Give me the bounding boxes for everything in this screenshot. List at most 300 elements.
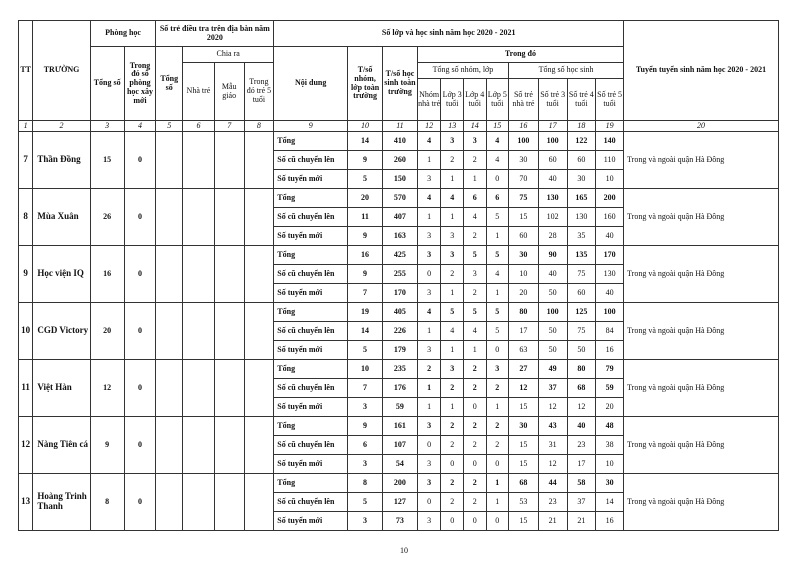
school-name: Hoàng Trinh Thanh — [33, 474, 90, 531]
data-cell: 2 — [441, 379, 464, 398]
survey-cell — [156, 132, 183, 189]
data-cell: 31 — [538, 436, 567, 455]
data-cell: 1 — [441, 398, 464, 417]
header-lop4: Lớp 4 tuổi — [463, 79, 486, 121]
school-index: 12 — [19, 417, 33, 474]
enrollment-area: Trong và ngoài quận Hà Đông — [624, 417, 779, 474]
data-cell: 0 — [417, 265, 441, 284]
data-cell: 11 — [348, 208, 383, 227]
data-cell: 0 — [463, 398, 486, 417]
survey-cell — [244, 303, 274, 360]
data-cell: 5 — [441, 303, 464, 322]
data-cell: 5 — [486, 303, 509, 322]
enrollment-area: Trong và ngoài quận Hà Đông — [624, 474, 779, 531]
data-cell: 14 — [348, 322, 383, 341]
row-label: Số tuyển mới — [274, 455, 348, 474]
data-cell: 0 — [486, 512, 509, 531]
header-content: Nội dung — [274, 47, 348, 121]
column-number: 5 — [156, 121, 183, 132]
school-name: Học viện IQ — [33, 246, 90, 303]
survey-cell — [183, 189, 215, 246]
data-cell: 130 — [567, 208, 596, 227]
column-number: 4 — [124, 121, 156, 132]
data-cell: 15 — [509, 455, 539, 474]
data-cell: 9 — [348, 227, 383, 246]
data-cell: 5 — [348, 170, 383, 189]
data-cell: 37 — [567, 493, 596, 512]
data-cell: 16 — [596, 341, 624, 360]
school-index: 10 — [19, 303, 33, 360]
data-cell: 425 — [382, 246, 417, 265]
data-cell: 50 — [538, 284, 567, 303]
data-cell: 5 — [348, 341, 383, 360]
data-cell: 2 — [417, 360, 441, 379]
data-cell: 127 — [382, 493, 417, 512]
rooms-total: 9 — [90, 417, 124, 474]
data-cell: 5 — [486, 322, 509, 341]
data-cell: 38 — [596, 436, 624, 455]
data-cell: 3 — [463, 132, 486, 151]
data-cell: 3 — [417, 284, 441, 303]
data-cell: 15 — [509, 512, 539, 531]
data-cell: 60 — [538, 151, 567, 170]
header-lop5: Lớp 5 tuổi — [486, 79, 509, 121]
data-cell: 100 — [538, 303, 567, 322]
data-cell: 44 — [538, 474, 567, 493]
data-cell: 30 — [509, 151, 539, 170]
column-number: 11 — [382, 121, 417, 132]
rooms-total: 26 — [90, 189, 124, 246]
survey-cell — [214, 189, 244, 246]
table-row — [19, 246, 779, 265]
row-label: Tổng — [274, 360, 348, 379]
survey-cell — [214, 360, 244, 417]
statistics-sheet — [18, 20, 779, 531]
enrollment-area: Trong và ngoài quận Hà Đông — [624, 246, 779, 303]
data-cell: 10 — [509, 265, 539, 284]
school-index: 9 — [19, 246, 33, 303]
header-rooms-new: Trong đó số phòng học xây mới — [124, 47, 156, 121]
data-cell: 0 — [417, 436, 441, 455]
data-cell: 3 — [348, 455, 383, 474]
data-cell: 50 — [538, 322, 567, 341]
data-cell: 3 — [441, 360, 464, 379]
school-name: Thần Đồng — [33, 132, 90, 189]
data-cell: 165 — [567, 189, 596, 208]
data-cell: 7 — [348, 379, 383, 398]
data-cell: 6 — [348, 436, 383, 455]
data-cell: 79 — [596, 360, 624, 379]
data-cell: 40 — [538, 170, 567, 189]
data-cell: 179 — [382, 341, 417, 360]
column-number: 1 — [19, 121, 33, 132]
survey-cell — [244, 417, 274, 474]
data-cell: 27 — [509, 360, 539, 379]
data-cell: 3 — [486, 360, 509, 379]
data-cell: 30 — [596, 474, 624, 493]
rooms-new: 0 — [124, 303, 156, 360]
header-survey-5tuoi: Trong đó trẻ 5 tuổi — [244, 63, 274, 121]
data-cell: 226 — [382, 322, 417, 341]
data-cell: 48 — [596, 417, 624, 436]
data-cell: 4 — [486, 151, 509, 170]
row-label: Tổng — [274, 246, 348, 265]
data-cell: 5 — [486, 208, 509, 227]
data-cell: 3 — [441, 246, 464, 265]
rooms-new: 0 — [124, 132, 156, 189]
data-cell: 6 — [486, 189, 509, 208]
data-cell: 12 — [538, 398, 567, 417]
data-cell: 53 — [509, 493, 539, 512]
row-label: Số tuyển mới — [274, 398, 348, 417]
data-cell: 8 — [348, 474, 383, 493]
data-cell: 1 — [417, 398, 441, 417]
data-cell: 3 — [441, 132, 464, 151]
data-cell: 3 — [417, 417, 441, 436]
data-cell: 2 — [463, 284, 486, 303]
data-cell: 1 — [417, 151, 441, 170]
column-number: 19 — [596, 121, 624, 132]
data-cell: 2 — [486, 417, 509, 436]
data-cell: 17 — [567, 455, 596, 474]
data-cell: 570 — [382, 189, 417, 208]
data-cell: 150 — [382, 170, 417, 189]
header-rooms: Phòng học — [90, 21, 156, 47]
row-label: Số cũ chuyển lên — [274, 379, 348, 398]
survey-cell — [156, 189, 183, 246]
school-index: 8 — [19, 189, 33, 246]
column-number: 15 — [486, 121, 509, 132]
data-cell: 9 — [348, 417, 383, 436]
data-cell: 2 — [486, 379, 509, 398]
enrollment-area: Trong và ngoài quận Hà Đông — [624, 360, 779, 417]
column-number: 2 — [33, 121, 90, 132]
rooms-total: 12 — [90, 360, 124, 417]
survey-cell — [156, 417, 183, 474]
data-cell: 3 — [417, 170, 441, 189]
survey-cell — [244, 189, 274, 246]
data-cell: 15 — [509, 398, 539, 417]
data-cell: 80 — [567, 360, 596, 379]
data-cell: 410 — [382, 132, 417, 151]
column-number: 3 — [90, 121, 124, 132]
data-cell: 260 — [382, 151, 417, 170]
data-cell: 73 — [382, 512, 417, 531]
header-nhom-nhatre: Nhóm nhà trẻ — [417, 79, 441, 121]
column-number: 9 — [274, 121, 348, 132]
data-cell: 100 — [509, 132, 539, 151]
data-cell: 20 — [348, 189, 383, 208]
rooms-total: 20 — [90, 303, 124, 360]
data-cell: 1 — [486, 398, 509, 417]
survey-cell — [214, 417, 244, 474]
data-cell: 130 — [596, 265, 624, 284]
data-cell: 0 — [463, 455, 486, 474]
row-label: Số cũ chuyển lên — [274, 436, 348, 455]
survey-cell — [183, 360, 215, 417]
column-number: 6 — [183, 121, 215, 132]
data-cell: 1 — [441, 341, 464, 360]
header-tre5: Số trẻ 5 tuổi — [596, 79, 624, 121]
survey-cell — [244, 246, 274, 303]
data-cell: 1 — [441, 170, 464, 189]
data-cell: 20 — [596, 398, 624, 417]
data-cell: 170 — [382, 284, 417, 303]
survey-cell — [214, 246, 244, 303]
column-number: 10 — [348, 121, 383, 132]
data-cell: 1 — [417, 208, 441, 227]
data-cell: 12 — [538, 455, 567, 474]
header-total-students: T/số học sinh toàn trường — [382, 47, 417, 121]
data-cell: 4 — [463, 208, 486, 227]
data-cell: 160 — [596, 208, 624, 227]
rooms-new: 0 — [124, 189, 156, 246]
data-cell: 20 — [509, 284, 539, 303]
data-cell: 5 — [348, 493, 383, 512]
data-cell: 40 — [596, 284, 624, 303]
survey-cell — [156, 474, 183, 531]
data-cell: 135 — [567, 246, 596, 265]
table-row — [19, 474, 779, 493]
header-rooms-total: Tổng số — [90, 47, 124, 121]
header-survey-nhatre: Nhà trẻ — [183, 63, 215, 121]
data-cell: 23 — [567, 436, 596, 455]
data-cell: 2 — [486, 436, 509, 455]
data-cell: 14 — [348, 132, 383, 151]
data-cell: 100 — [538, 132, 567, 151]
data-cell: 1 — [486, 227, 509, 246]
data-cell: 4 — [463, 322, 486, 341]
enrollment-area: Trong và ngoài quận Hà Đông — [624, 132, 779, 189]
column-number: 8 — [244, 121, 274, 132]
enrollment-area: Trong và ngoài quận Hà Đông — [624, 189, 779, 246]
data-cell: 0 — [486, 341, 509, 360]
data-cell: 102 — [538, 208, 567, 227]
data-cell: 1 — [486, 474, 509, 493]
survey-cell — [156, 246, 183, 303]
row-label: Số cũ chuyển lên — [274, 493, 348, 512]
data-cell: 1 — [441, 284, 464, 303]
data-cell: 75 — [567, 265, 596, 284]
data-cell: 255 — [382, 265, 417, 284]
data-cell: 68 — [509, 474, 539, 493]
table-row — [19, 417, 779, 436]
data-cell: 4 — [486, 265, 509, 284]
header-tre3: Số trẻ 3 tuổi — [538, 79, 567, 121]
row-label: Số tuyển mới — [274, 341, 348, 360]
data-cell: 110 — [596, 151, 624, 170]
data-cell: 23 — [538, 493, 567, 512]
data-cell: 21 — [538, 512, 567, 531]
survey-cell — [183, 417, 215, 474]
header-tre4: Số trẻ 4 tuổi — [567, 79, 596, 121]
data-cell: 60 — [509, 227, 539, 246]
survey-cell — [244, 474, 274, 531]
data-cell: 3 — [417, 455, 441, 474]
data-cell: 68 — [567, 379, 596, 398]
data-cell: 2 — [463, 436, 486, 455]
data-cell: 4 — [486, 132, 509, 151]
data-cell: 19 — [348, 303, 383, 322]
data-cell: 60 — [567, 284, 596, 303]
rooms-new: 0 — [124, 246, 156, 303]
data-cell: 1 — [417, 379, 441, 398]
data-cell: 30 — [509, 246, 539, 265]
rooms-total: 15 — [90, 132, 124, 189]
data-cell: 2 — [463, 474, 486, 493]
data-cell: 84 — [596, 322, 624, 341]
data-cell: 59 — [382, 398, 417, 417]
row-label: Số cũ chuyển lên — [274, 151, 348, 170]
data-cell: 3 — [441, 227, 464, 246]
table-row — [19, 132, 779, 151]
data-cell: 200 — [382, 474, 417, 493]
row-label: Số tuyển mới — [274, 512, 348, 531]
column-number: 20 — [624, 121, 779, 132]
data-cell: 35 — [567, 227, 596, 246]
data-cell: 2 — [441, 265, 464, 284]
survey-cell — [183, 132, 215, 189]
column-number: 7 — [214, 121, 244, 132]
data-cell: 16 — [348, 246, 383, 265]
rooms-total: 16 — [90, 246, 124, 303]
data-cell: 54 — [382, 455, 417, 474]
data-cell: 2 — [441, 493, 464, 512]
survey-cell — [183, 246, 215, 303]
data-cell: 75 — [509, 189, 539, 208]
column-number-row — [19, 121, 779, 132]
school-index: 11 — [19, 360, 33, 417]
data-cell: 407 — [382, 208, 417, 227]
data-cell: 7 — [348, 284, 383, 303]
data-cell: 1 — [463, 341, 486, 360]
data-cell: 3 — [348, 398, 383, 417]
row-label: Số tuyển mới — [274, 227, 348, 246]
rooms-new: 0 — [124, 417, 156, 474]
survey-cell — [214, 303, 244, 360]
data-cell: 1 — [486, 493, 509, 512]
data-cell: 2 — [463, 379, 486, 398]
data-cell: 3 — [417, 246, 441, 265]
data-cell: 2 — [441, 474, 464, 493]
data-cell: 70 — [509, 170, 539, 189]
header-school: TRƯỜNG — [33, 21, 90, 121]
data-cell: 122 — [567, 132, 596, 151]
header-lop3: Lớp 3 tuổi — [441, 79, 464, 121]
row-label: Tổng — [274, 189, 348, 208]
header-total-classes: T/số nhóm, lớp toàn trường — [348, 47, 383, 121]
table-header — [19, 21, 779, 132]
survey-cell — [156, 303, 183, 360]
school-name: Nàng Tiên cá — [33, 417, 90, 474]
data-cell: 21 — [567, 512, 596, 531]
data-cell: 17 — [509, 322, 539, 341]
data-cell: 4 — [441, 322, 464, 341]
data-cell: 140 — [596, 132, 624, 151]
data-cell: 59 — [596, 379, 624, 398]
row-label: Số cũ chuyển lên — [274, 322, 348, 341]
data-cell: 40 — [567, 417, 596, 436]
data-cell: 2 — [463, 227, 486, 246]
data-cell: 50 — [567, 341, 596, 360]
column-number: 18 — [567, 121, 596, 132]
data-cell: 0 — [441, 455, 464, 474]
data-cell: 3 — [417, 512, 441, 531]
header-tt: TT — [19, 21, 33, 121]
table-row — [19, 303, 779, 322]
header-breakdown: Trong đó — [417, 47, 623, 63]
data-cell: 1 — [417, 322, 441, 341]
column-number: 12 — [417, 121, 441, 132]
row-label: Tổng — [274, 132, 348, 151]
survey-cell — [214, 132, 244, 189]
data-cell: 0 — [486, 170, 509, 189]
column-number: 17 — [538, 121, 567, 132]
data-cell: 1 — [463, 170, 486, 189]
data-cell: 161 — [382, 417, 417, 436]
data-cell: 10 — [596, 170, 624, 189]
survey-cell — [183, 303, 215, 360]
header-survey: Số trẻ điều tra trên địa bàn năm 2020 — [156, 21, 274, 47]
row-label: Tổng — [274, 474, 348, 493]
table-row — [19, 189, 779, 208]
data-cell: 2 — [441, 436, 464, 455]
data-cell: 2 — [463, 417, 486, 436]
data-cell: 9 — [348, 265, 383, 284]
data-cell: 90 — [538, 246, 567, 265]
data-cell: 15 — [509, 436, 539, 455]
data-cell: 405 — [382, 303, 417, 322]
data-cell: 2 — [441, 417, 464, 436]
data-cell: 0 — [463, 512, 486, 531]
data-cell: 12 — [509, 379, 539, 398]
data-cell: 40 — [596, 227, 624, 246]
rooms-new: 0 — [124, 474, 156, 531]
data-cell: 4 — [417, 132, 441, 151]
data-cell: 58 — [567, 474, 596, 493]
data-cell: 14 — [596, 493, 624, 512]
data-cell: 107 — [382, 436, 417, 455]
header-tre-nhatre: Số trẻ nhà trẻ — [509, 79, 539, 121]
row-label: Tổng — [274, 417, 348, 436]
data-cell: 4 — [417, 303, 441, 322]
data-cell: 0 — [417, 493, 441, 512]
data-cell: 3 — [417, 227, 441, 246]
data-cell: 30 — [567, 170, 596, 189]
header-classes: Số lớp và học sinh năm học 2020 - 2021 — [274, 21, 624, 47]
data-cell: 10 — [596, 455, 624, 474]
data-cell: 2 — [441, 151, 464, 170]
data-cell: 3 — [348, 512, 383, 531]
data-cell: 5 — [463, 246, 486, 265]
data-cell: 5 — [486, 246, 509, 265]
data-cell: 12 — [567, 398, 596, 417]
row-label: Số tuyển mới — [274, 284, 348, 303]
data-cell: 10 — [348, 360, 383, 379]
data-cell: 6 — [463, 189, 486, 208]
data-cell: 3 — [417, 474, 441, 493]
survey-cell — [214, 474, 244, 531]
data-cell: 3 — [417, 341, 441, 360]
data-cell: 125 — [567, 303, 596, 322]
data-cell: 2 — [463, 360, 486, 379]
data-cell: 100 — [596, 303, 624, 322]
row-label: Số tuyển mới — [274, 170, 348, 189]
data-cell: 2 — [463, 493, 486, 512]
data-cell: 40 — [538, 265, 567, 284]
data-cell: 235 — [382, 360, 417, 379]
table-body — [19, 132, 779, 531]
